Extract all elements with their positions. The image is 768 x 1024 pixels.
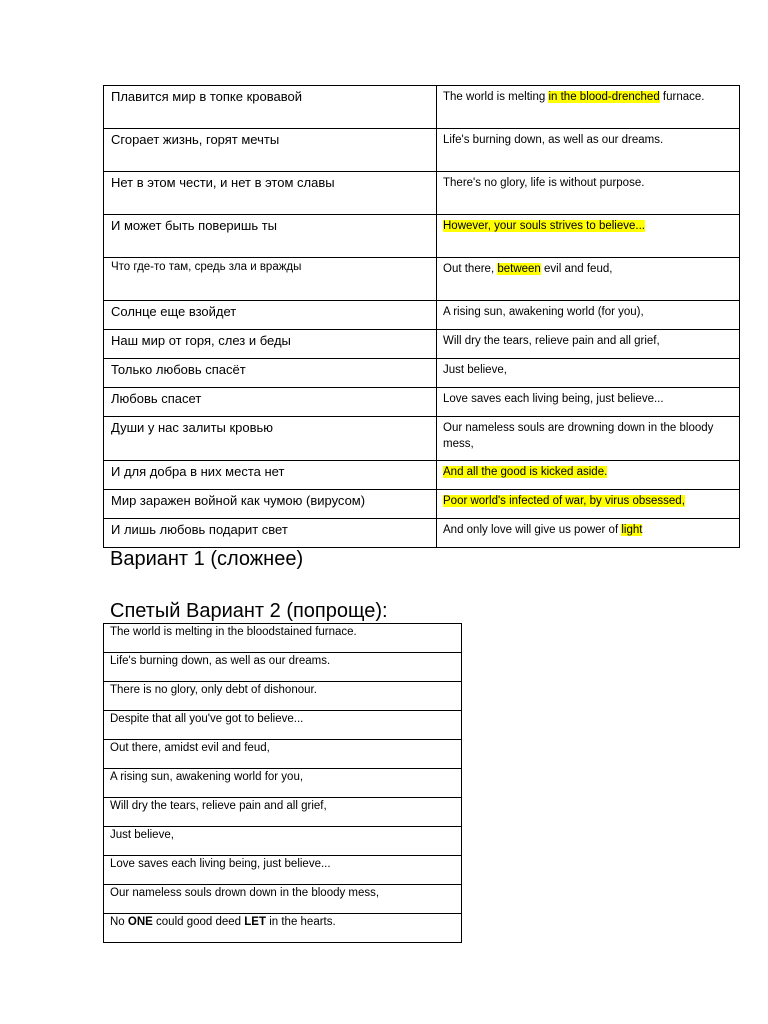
table-row xyxy=(104,769,462,798)
table-row xyxy=(104,885,462,914)
english-text: Just believe, xyxy=(443,364,507,376)
sung-line xyxy=(104,914,462,943)
table-row xyxy=(104,856,462,885)
sung-text: There is no glory, only debt of dishonour. xyxy=(110,684,317,696)
russian-line: Души у нас залиты кровью xyxy=(104,417,437,461)
russian-line: Мир заражен войной как чумою (вирусом) xyxy=(104,490,437,519)
english-text: There's no glory, life is without purpose. xyxy=(443,177,645,189)
russian-line: И для добра в них места нет xyxy=(104,461,437,490)
bold-text: ONE xyxy=(127,916,153,928)
sung-text: Love saves each living being, just believe... xyxy=(110,858,331,870)
russian-line: Солнце еще взойдет xyxy=(104,301,437,330)
russian-line: И может быть поверишь ты xyxy=(104,215,437,258)
table-row xyxy=(104,330,740,359)
sung-text: No xyxy=(110,916,128,928)
english-text: A rising sun, awakening world (for you), xyxy=(443,306,644,318)
sung-text: A rising sun, awakening world for you, xyxy=(110,771,304,783)
sung-text: Will dry the tears, relieve pain and all grief, xyxy=(110,800,327,812)
sung-line xyxy=(104,769,462,798)
russian-line: Наш мир от горя, слез и беды xyxy=(104,330,437,359)
english-line xyxy=(437,519,740,548)
table-row xyxy=(104,827,462,856)
variant-2-heading: Спетый Вариант 2 (попроще): xyxy=(110,600,388,622)
table-row xyxy=(104,624,462,653)
table-row xyxy=(104,359,740,388)
english-line xyxy=(437,490,740,519)
russian-line: Сгорает жизнь, горят мечты xyxy=(104,129,437,172)
sung-version-table xyxy=(103,623,462,943)
table-row xyxy=(104,461,740,490)
table-row xyxy=(104,388,740,417)
table-row xyxy=(104,519,740,548)
highlighted-text: between xyxy=(497,263,541,275)
english-text: Will dry the tears, relieve pain and all grief, xyxy=(443,335,660,347)
bold-text: LET xyxy=(244,916,267,928)
table-row xyxy=(104,711,462,740)
table-row xyxy=(104,740,462,769)
highlighted-text: in the blood-drenched xyxy=(548,91,660,103)
table-row xyxy=(104,258,740,301)
english-line xyxy=(437,330,740,359)
sung-text: Our nameless souls drown down in the bloody mess, xyxy=(110,887,380,899)
english-text: evil and feud, xyxy=(540,263,613,275)
table-row xyxy=(104,653,462,682)
sung-text: The world is melting in the bloodstained furnace. xyxy=(110,626,357,638)
english-line xyxy=(437,417,740,461)
english-text: Love saves each living being, just believe... xyxy=(443,393,664,405)
table-row xyxy=(104,798,462,827)
table-row xyxy=(104,914,462,943)
english-text: The world is melting xyxy=(443,91,549,103)
sung-line xyxy=(104,856,462,885)
english-line xyxy=(437,86,740,129)
russian-line: Что где-то там, средь зла и вражды xyxy=(104,258,437,301)
english-line xyxy=(437,359,740,388)
english-text: Life's burning down, as well as our dreams. xyxy=(443,134,664,146)
highlighted-text: light xyxy=(621,524,643,536)
sung-line xyxy=(104,827,462,856)
sung-text: Despite that all you've got to believe... xyxy=(110,713,304,725)
sung-text: Out there, amidst evil and feud, xyxy=(110,742,270,754)
table-row xyxy=(104,490,740,519)
english-line xyxy=(437,258,740,301)
table-row xyxy=(104,172,740,215)
sung-text: Life's burning down, as well as our dreams. xyxy=(110,655,331,667)
english-text: furnace. xyxy=(659,91,705,103)
variant-1-heading: Вариант 1 (сложнее) xyxy=(110,548,304,570)
table-row xyxy=(104,129,740,172)
english-line xyxy=(437,388,740,417)
english-text: Out there, xyxy=(443,263,498,275)
table-row xyxy=(104,301,740,330)
table-row xyxy=(104,215,740,258)
sung-text: Just believe, xyxy=(110,829,174,841)
sung-line xyxy=(104,711,462,740)
english-text: And only love will give us power of xyxy=(443,524,622,536)
russian-line: Только любовь спасёт xyxy=(104,359,437,388)
sung-line xyxy=(104,740,462,769)
table-row xyxy=(104,86,740,129)
english-line xyxy=(437,301,740,330)
highlighted-text: However, your souls strives to believe... xyxy=(443,220,645,232)
english-line xyxy=(437,129,740,172)
russian-line: Нет в этом чести, и нет в этом славы xyxy=(104,172,437,215)
highlighted-text: And all the good is kicked aside. xyxy=(443,466,608,478)
sung-line xyxy=(104,653,462,682)
sung-line xyxy=(104,885,462,914)
sung-text: in the hearts. xyxy=(266,916,336,928)
english-line xyxy=(437,215,740,258)
english-text: Our nameless souls are drowning down in the bloody mess, xyxy=(443,422,714,450)
highlighted-text: Poor world's infected of war, by virus obsessed, xyxy=(443,495,685,507)
table-row xyxy=(104,682,462,711)
sung-line xyxy=(104,798,462,827)
table-row xyxy=(104,417,740,461)
russian-line: Любовь спасет xyxy=(104,388,437,417)
english-line xyxy=(437,172,740,215)
english-line xyxy=(437,461,740,490)
sung-line xyxy=(104,624,462,653)
translation-table xyxy=(103,85,740,548)
russian-line: И лишь любовь подарит свет xyxy=(104,519,437,548)
sung-line xyxy=(104,682,462,711)
sung-text: could good deed xyxy=(152,916,245,928)
russian-line: Плавится мир в топке кровавой xyxy=(104,86,437,129)
